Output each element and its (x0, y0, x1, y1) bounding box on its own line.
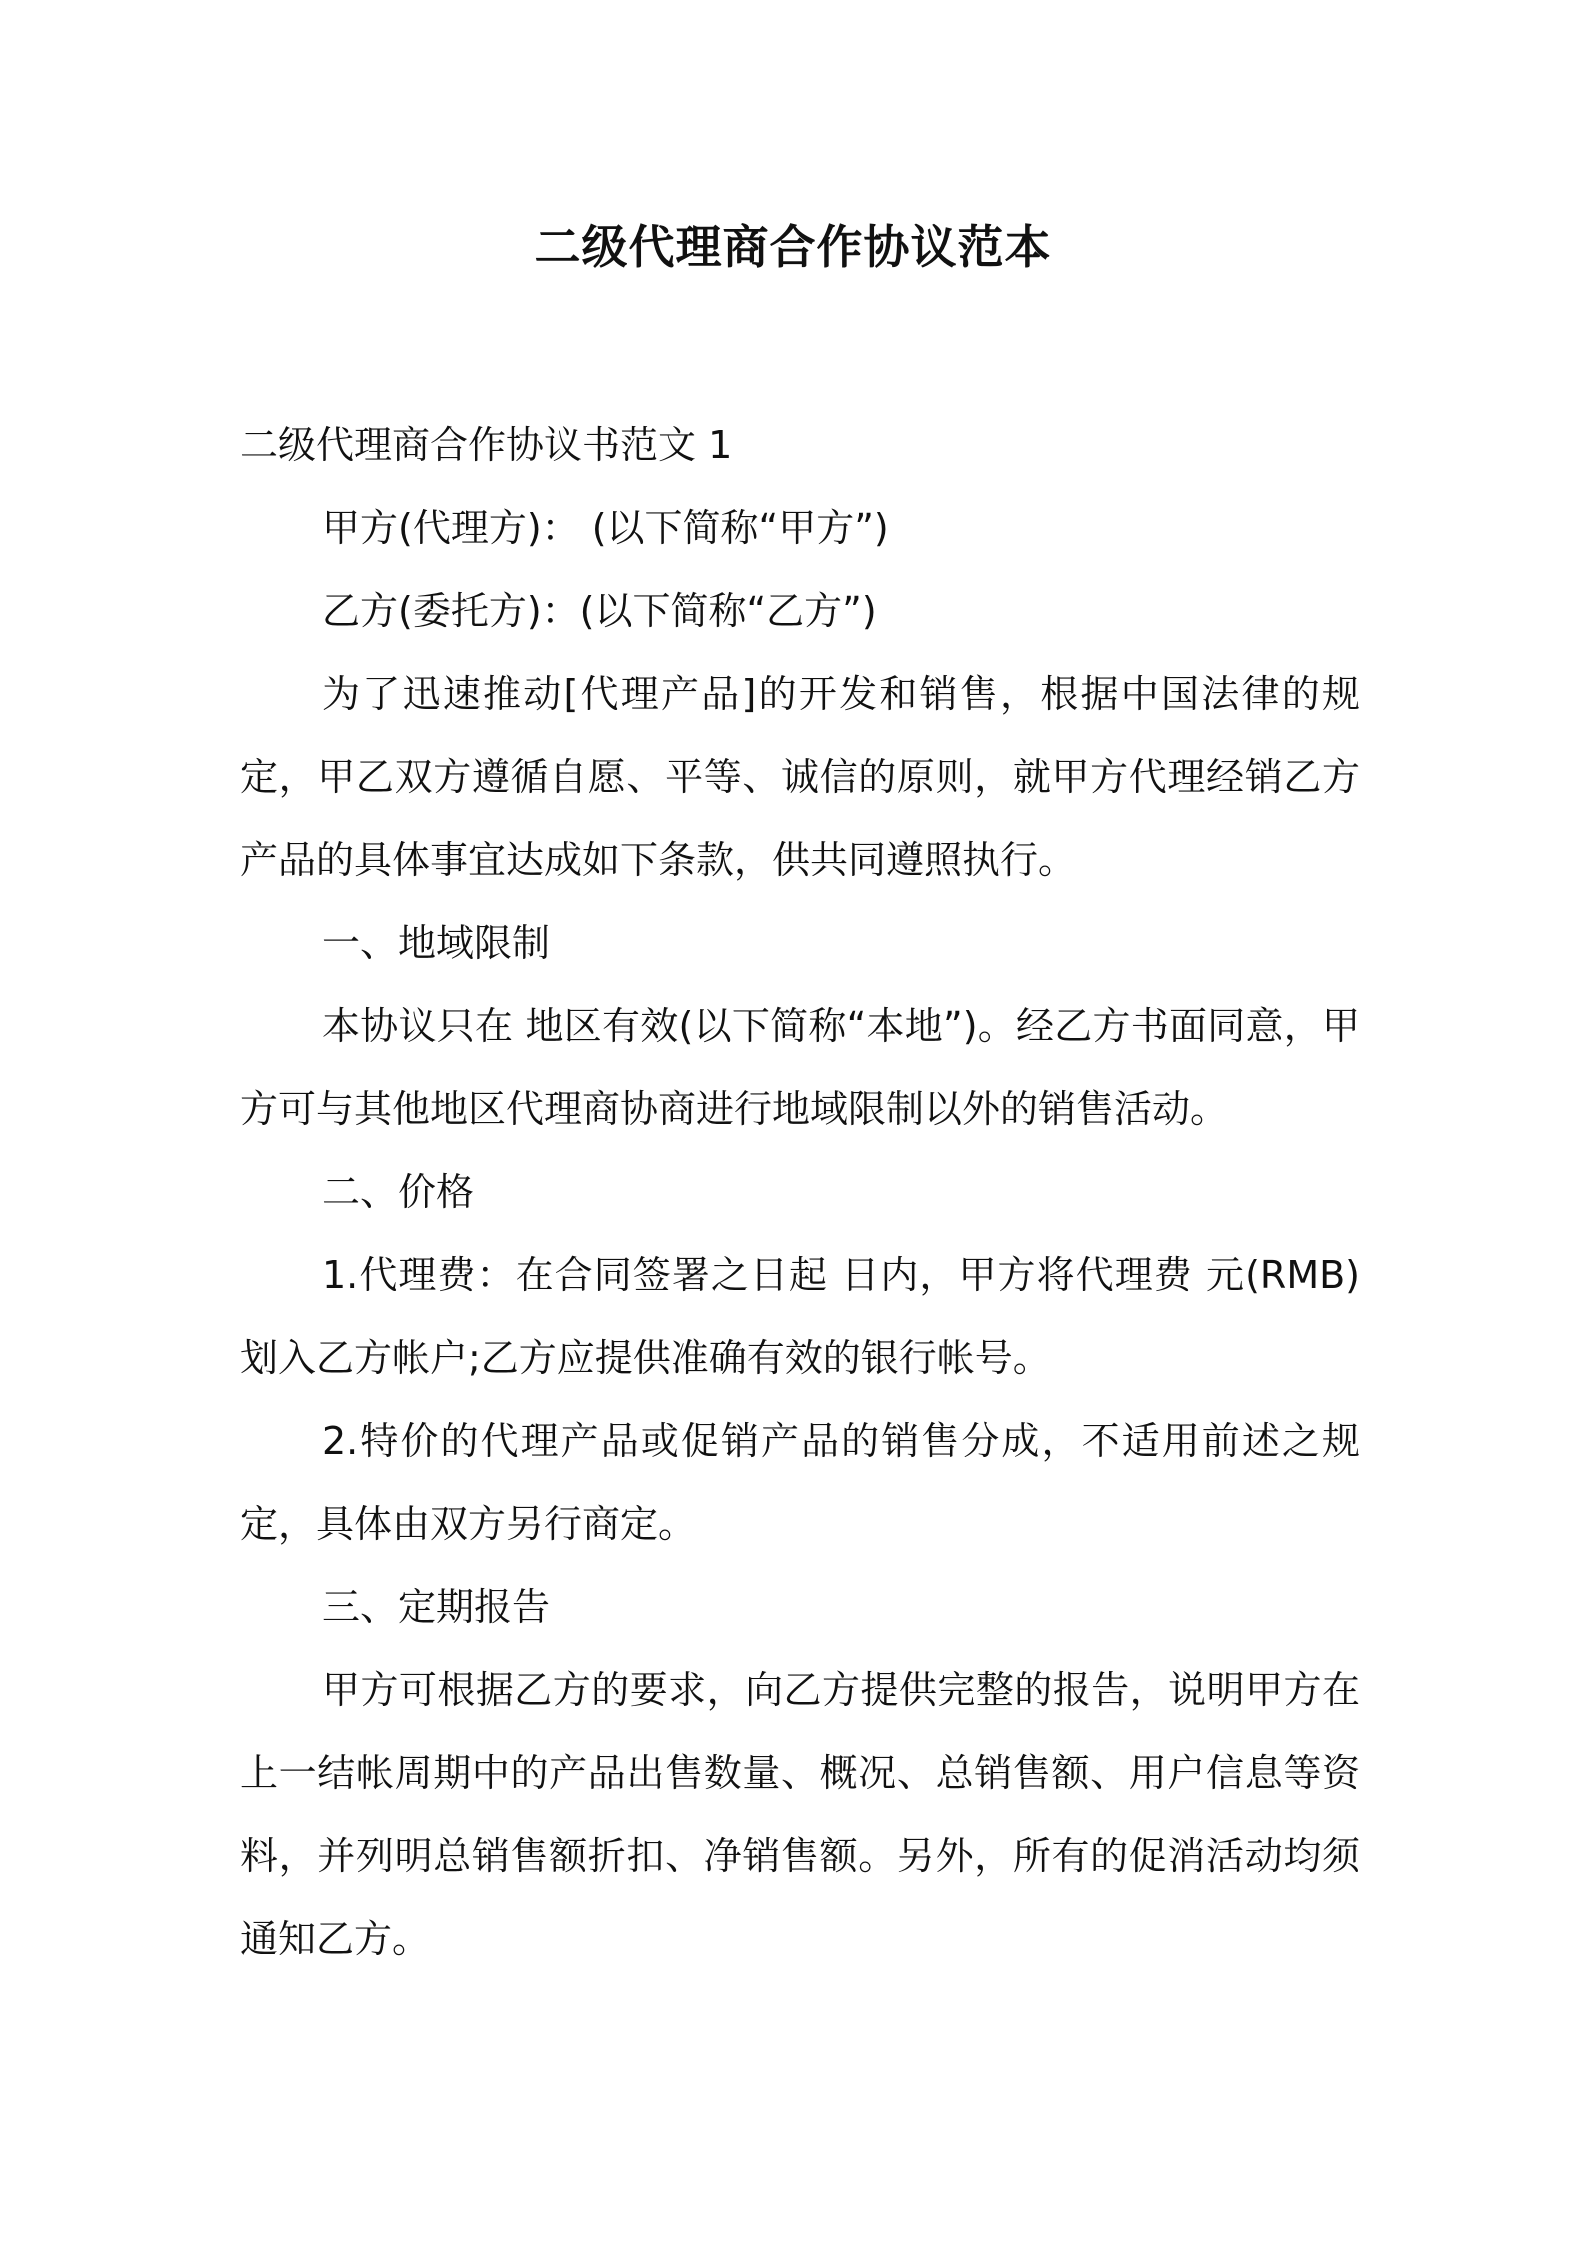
document-subtitle: 二级代理商合作协议书范文 1 (240, 423, 733, 467)
document-body (240, 404, 1360, 1981)
section-paragraph: 1.代理费：在合同签署之日起 日内，甲方将代理费 元(RMB)划入乙方帐户;乙方应提供准确有效的银行帐号。 (240, 1253, 1360, 1380)
section-paragraph: 2.特价的代理产品或促销产品的销售分成，不适用前述之规定，具体由双方另行商定。 (240, 1419, 1360, 1546)
section-paragraph: 甲方可根据乙方的要求，向乙方提供完整的报告，说明甲方在上一结帐周期中的产品出售数量、概况、总销售额、用户信息等资料，并列明总销售额折扣、净销售额。另外，所有的促消活动均须通知乙方。 (240, 1668, 1360, 1961)
intro-paragraph: 为了迅速推动[代理产品]的开发和销售，根据中国法律的规定，甲乙双方遵循自愿、平等、诚信的原则，就甲方代理经销乙方产品的具体事宜达成如下条款，供共同遵照执行。 (240, 672, 1360, 882)
section-heading-territory: 一、地域限制 (322, 921, 551, 965)
document-title: 二级代理商合作协议范本 (534, 220, 1052, 274)
section-heading-price: 二、价格 (322, 1170, 475, 1214)
section-paragraph: 本协议只在 地区有效(以下简称“本地”)。经乙方书面同意，甲方可与其他地区代理商协商进行地域限制以外的销售活动。 (240, 1004, 1360, 1131)
section-heading-reports: 三、定期报告 (322, 1585, 551, 1629)
party-b-line: 乙方(委托方)：(以下简称“乙方”) (322, 589, 877, 633)
party-a-line: 甲方(代理方)： (以下简称“甲方”) (322, 506, 889, 550)
